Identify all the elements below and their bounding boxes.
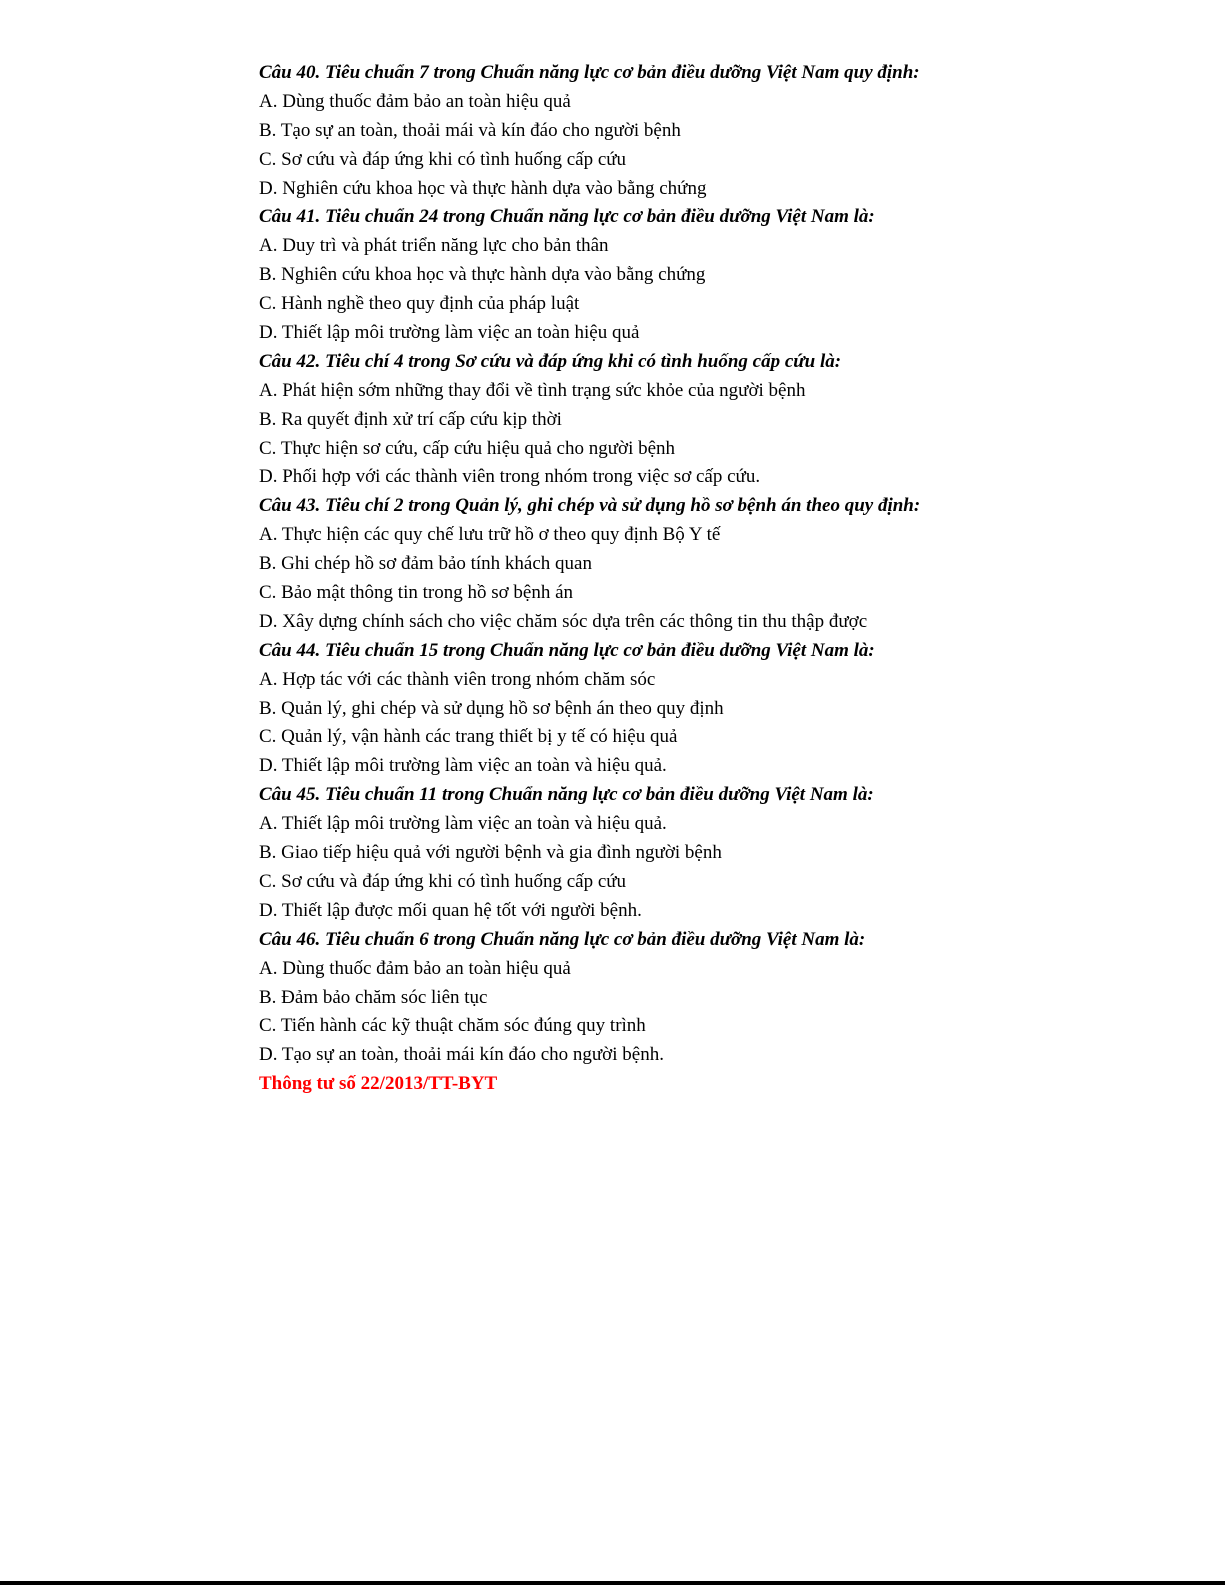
option-a: A. Phát hiện sớm những thay đổi về tình trạng sức khỏe của người bệnh bbox=[259, 379, 806, 401]
footer-reference-note: Thông tư số 22/2013/TT-BYT bbox=[259, 1073, 498, 1095]
option-b: B. Ra quyết định xử trí cấp cứu kịp thời bbox=[259, 408, 562, 430]
option-b: B. Nghiên cứu khoa học và thực hành dựa vào bằng chứng bbox=[259, 264, 706, 286]
question-title: Câu 42. Tiêu chí 4 trong Sơ cứu và đáp ứng khi có tình huống cấp cứu là: bbox=[259, 350, 842, 372]
option-a: A. Hợp tác với các thành viên trong nhóm chăm sóc bbox=[259, 668, 656, 690]
option-c: C. Quản lý, vận hành các trang thiết bị y tế có hiệu quả bbox=[259, 726, 678, 748]
option-c: C. Sơ cứu và đáp ứng khi có tình huống cấp cứu bbox=[259, 870, 627, 892]
question-title: Câu 43. Tiêu chí 2 trong Quản lý, ghi chép và sử dụng hồ sơ bệnh án theo quy định: bbox=[259, 495, 921, 517]
option-c: C. Hành nghề theo quy định của pháp luật bbox=[259, 293, 580, 315]
question-title: Câu 41. Tiêu chuẩn 24 trong Chuẩn năng lực cơ bản điều dưỡng Việt Nam là: bbox=[259, 206, 875, 228]
document-body bbox=[259, 59, 1199, 1099]
option-a: A. Dùng thuốc đảm bảo an toàn hiệu quả bbox=[259, 90, 571, 112]
question-title: Câu 45. Tiêu chuẩn 11 trong Chuẩn năng lực cơ bản điều dưỡng Việt Nam là: bbox=[259, 784, 874, 806]
bottom-border-line bbox=[0, 1581, 1225, 1585]
option-a: A. Dùng thuốc đảm bảo an toàn hiệu quả bbox=[259, 957, 571, 979]
option-b: B. Ghi chép hồ sơ đảm bảo tính khách quan bbox=[259, 553, 592, 575]
option-c: C. Tiến hành các kỹ thuật chăm sóc đúng quy trình bbox=[259, 1015, 646, 1037]
option-d: D. Tạo sự an toàn, thoải mái kín đáo cho người bệnh. bbox=[259, 1044, 664, 1066]
question-block-43 bbox=[259, 492, 1199, 636]
option-c: C. Sơ cứu và đáp ứng khi có tình huống cấp cứu bbox=[259, 148, 627, 170]
option-c: C. Bảo mật thông tin trong hồ sơ bệnh án bbox=[259, 582, 574, 604]
option-d: D. Phối hợp với các thành viên trong nhóm trong việc sơ cấp cứu. bbox=[259, 466, 761, 488]
question-title: Câu 44. Tiêu chuẩn 15 trong Chuẩn năng lực cơ bản điều dưỡng Việt Nam là: bbox=[259, 639, 875, 661]
option-b: B. Quản lý, ghi chép và sử dụng hồ sơ bệnh án theo quy định bbox=[259, 697, 724, 719]
option-c: C. Thực hiện sơ cứu, cấp cứu hiệu quả cho người bệnh bbox=[259, 437, 676, 459]
question-block-45 bbox=[259, 781, 1199, 925]
option-b: B. Tạo sự an toàn, thoải mái và kín đáo cho người bệnh bbox=[259, 119, 681, 141]
option-a: A. Thiết lập môi trường làm việc an toàn và hiệu quả. bbox=[259, 813, 667, 835]
question-block-41 bbox=[259, 203, 1199, 347]
option-b: B. Giao tiếp hiệu quả với người bệnh và gia đình người bệnh bbox=[259, 842, 722, 864]
question-block-40 bbox=[259, 59, 1199, 203]
option-d: D. Thiết lập môi trường làm việc an toàn và hiệu quả. bbox=[259, 755, 667, 777]
question-block-42 bbox=[259, 348, 1199, 492]
option-a: A. Thực hiện các quy chế lưu trữ hồ ơ theo quy định Bộ Y tế bbox=[259, 524, 721, 546]
option-b: B. Đảm bảo chăm sóc liên tục bbox=[259, 986, 488, 1008]
question-block-44 bbox=[259, 637, 1199, 781]
question-title: Câu 40. Tiêu chuẩn 7 trong Chuẩn năng lực cơ bản điều dưỡng Việt Nam quy định: bbox=[259, 62, 920, 83]
option-a: A. Duy trì và phát triển năng lực cho bản thân bbox=[259, 235, 609, 257]
option-d: D. Xây dựng chính sách cho việc chăm sóc dựa trên các thông tin thu thập được bbox=[259, 610, 868, 632]
option-d: D. Thiết lập môi trường làm việc an toàn hiệu quả bbox=[259, 322, 640, 344]
question-block-46 bbox=[259, 926, 1199, 1070]
option-d: D. Thiết lập được mối quan hệ tốt với người bệnh. bbox=[259, 899, 642, 921]
question-title: Câu 46. Tiêu chuẩn 6 trong Chuẩn năng lực cơ bản điều dưỡng Việt Nam là: bbox=[259, 928, 866, 950]
option-d: D. Nghiên cứu khoa học và thực hành dựa vào bằng chứng bbox=[259, 177, 707, 199]
